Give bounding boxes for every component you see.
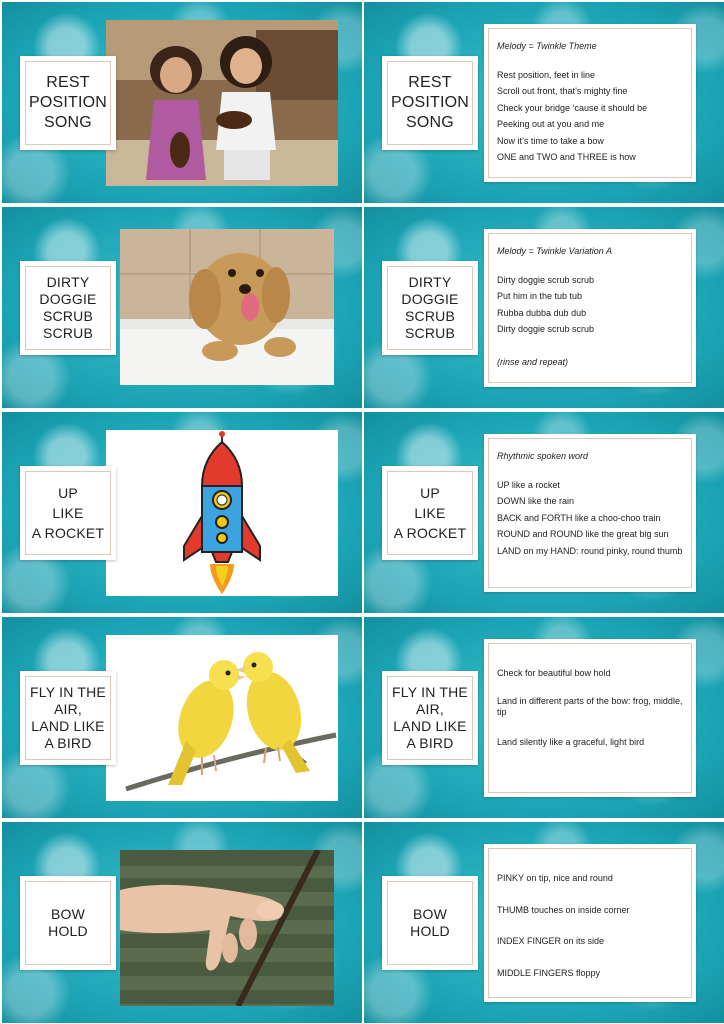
lyric-line: ROUND and ROUND like the great big sun [497,529,669,539]
lyrics-panel [484,639,696,797]
lyric-line: DOWN like the rain [497,496,575,506]
card-title-box [382,466,478,560]
lyrics-panel [484,434,696,592]
instruction-line: INDEX FINGER on its side [497,936,605,946]
instruction-line: Land in different parts of the bow: frog, middle, tip [497,695,683,717]
rocket-illustration [106,430,338,596]
card-front-fly-in-the-air [2,617,362,818]
lyric-line: BACK and FORTH like a choo-choo train [497,512,661,523]
puppy-in-bathtub-photo [120,229,334,385]
lyrics-panel [484,229,696,387]
two-girls-with-violins-photo [106,20,338,186]
card-back-bow-hold [364,822,724,1023]
lyric-note: (rinse and repeat) [497,356,569,367]
card-back-up-like-a-rocket [364,412,724,613]
card-title: DIRTY DOGGIE SCRUB SCRUB [39,273,97,341]
card-title-box [20,671,116,765]
lyric-line: ONE and TWO and THREE is how [497,152,636,162]
card-front-rest-position [2,2,362,203]
card-title-box [382,261,478,355]
lyric-line: Now it’s time to take a bow [497,135,604,146]
instruction-line: MIDDLE FINGERS floppy [497,967,601,978]
lyric-line: Check your bridge ‘cause it should be [497,102,648,113]
card-front-dirty-doggie [2,207,362,408]
instruction-line: THUMB touches on inside corner [497,904,630,915]
card-title-box [382,876,478,970]
card-title: BOW HOLD [48,905,88,939]
lyric-line: LAND on my HAND: round pinky, round thumb [497,545,683,556]
melody-note: Melody = Twinkle Theme [497,41,597,51]
card-title-box [20,56,116,150]
two-yellow-canaries-photo [106,635,338,801]
lyrics-panel [484,844,696,1002]
instruction-line: Land silently like a graceful, light bird [497,736,645,747]
card-title: FLY IN THE AIR, LAND LIKE A BIRD [30,683,106,751]
lyric-line: Dirty doggie scrub scrub [497,324,595,334]
card-back-fly-in-the-air [364,617,724,818]
card-title: DIRTY DOGGIE SCRUB SCRUB [401,273,459,341]
card-back-dirty-doggie [364,207,724,408]
card-title-box [382,671,478,765]
lyric-line: Put him in the tub tub [497,291,583,301]
lyric-line: Rubba dubba dub dub [497,307,587,318]
lyric-line: Scroll out front, that’s mighty fine [497,86,628,96]
card-title-box [20,466,116,560]
melody-note: Rhythmic spoken word [497,451,589,461]
card-front-up-like-a-rocket [2,412,362,613]
card-title: UP LIKE A ROCKET [393,484,467,541]
lyric-line: Peeking out at you and me [497,119,605,129]
instruction-line: Check for beautiful bow hold [497,668,611,678]
card-title: BOW HOLD [410,905,450,939]
lyric-line: Dirty doggie scrub scrub [497,274,595,285]
lyric-line: UP like a rocket [497,479,560,490]
lyric-line: Rest position, feet in line [497,69,596,80]
card-title-box [382,56,478,150]
lyrics-panel [484,24,696,182]
card-title: FLY IN THE AIR, LAND LIKE A BIRD [392,683,468,751]
hand-holding-bow-photo [120,850,334,1006]
card-title: REST POSITION SONG [390,73,470,131]
card-front-bow-hold [2,822,362,1023]
instruction-line: PINKY on tip, nice and round [497,873,613,883]
card-title: UP LIKE A ROCKET [31,484,105,541]
card-title-box [20,876,116,970]
melody-note: Melody = Twinkle Variation A [497,246,612,256]
card-back-rest-position [364,2,724,203]
card-title-box [20,261,116,355]
card-title: REST POSITION SONG [28,73,108,131]
